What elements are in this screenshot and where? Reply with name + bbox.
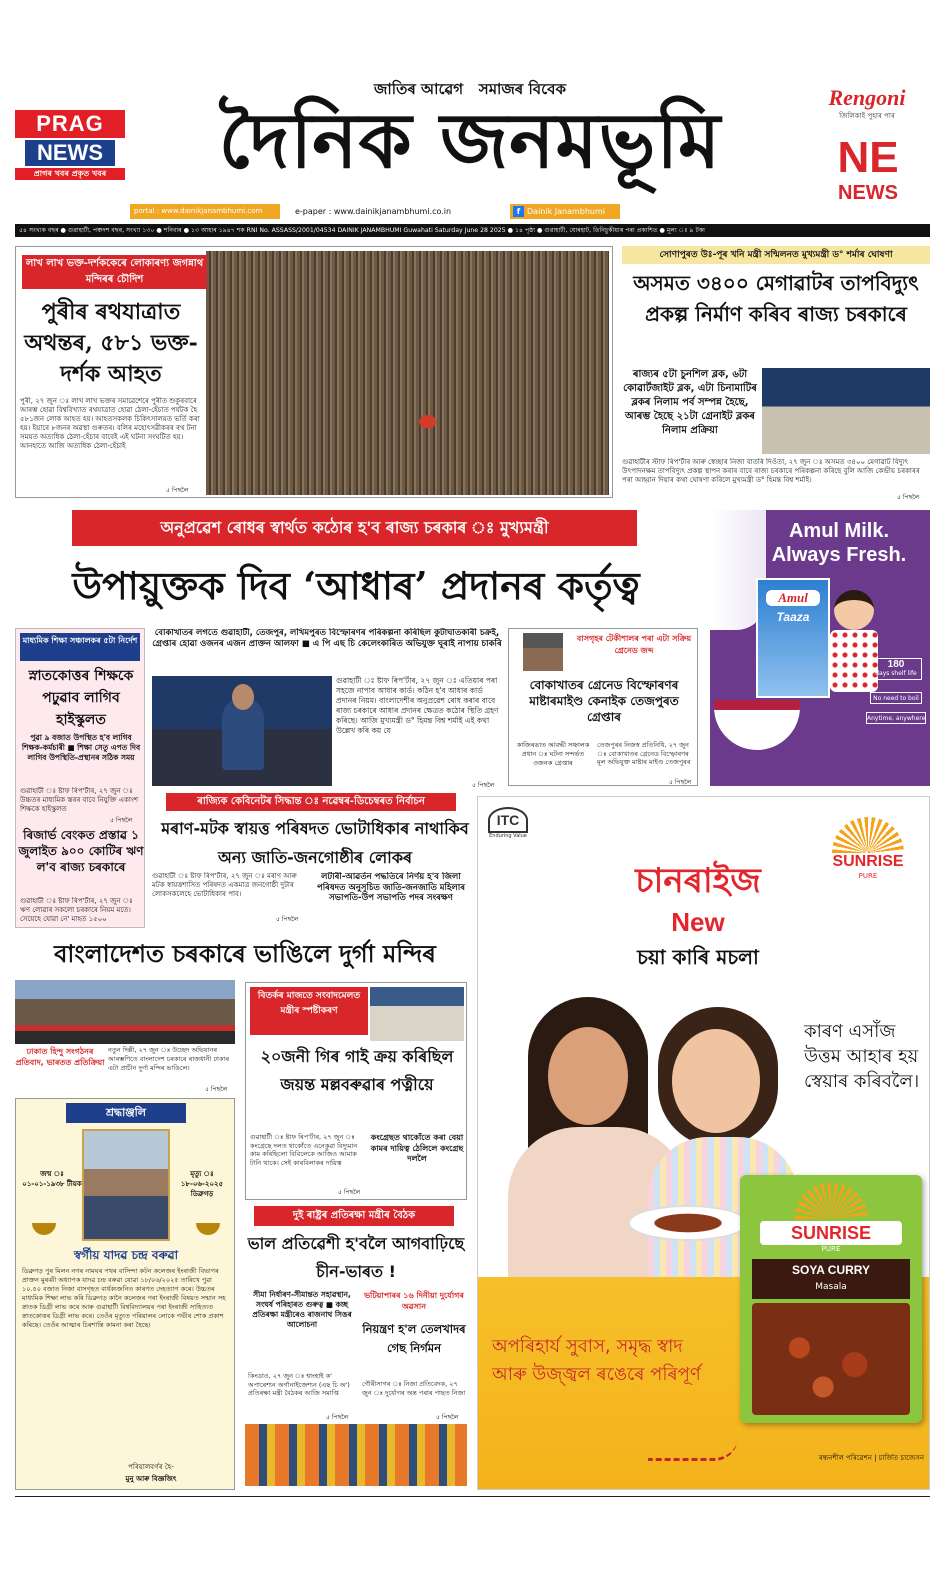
cm-press-photo [152,676,332,786]
prag-tagline: প্ৰাগৰ খবৰ প্ৰকৃত খবৰ [15,168,125,180]
cabinet-more[interactable]: ৫ পিছলৈ [276,916,299,923]
left-body: গুৱাহাটী ঃ ষ্টাফ ৰিপ'ৰ্টাৰ, ২৭ জুন ঃ উচ্চতৰ মাধ্যমিক স্তৰৰ বাবে নিযুক্তি একাংশ শিক্ষকে হাইস্কুলত [20,787,139,813]
obit-death-label: মৃত্যু ঃ [190,1170,214,1178]
page-bottom-rule [15,1496,930,1497]
news-brand: NEWS [25,140,115,166]
obit-death-date: ১৮-০৬-২০২৫ ডিব্ৰুগড় [180,1180,224,1198]
masthead [0,0,945,240]
puri-headline: পুৰীৰ ৰথযাত্ৰাত অথন্তৰ, ৫৮১ ভক্ত-দৰ্শক আহত [24,299,198,387]
ne-news-brand: NEWS [838,182,898,204]
flood-headline: নিয়ন্ত্ৰণ হ'ল তেলখাদৰ গেছ নিৰ্গমন [362,1322,466,1355]
puri-more[interactable]: ৫ পিছলৈ [166,487,189,494]
power-headline: অসমত ৩৪০০ মেগাৱাটৰ তাপবিদ্যুৎ প্ৰকল্প নিৰ্মাণ কৰিব ৰাজ্য চৰকাৰে [633,271,919,326]
bangladesh-headline: বাংলাদেশত চৰকাৰে ভাঙিলে দুৰ্গা মন্দিৰ [54,940,436,968]
bangladesh-body: নতুন দিল্লী, ২৭ জুন ঃ উচ্ছেদ অভিযানৰ আৰম্ভণিতে বাংলাদেশ চৰকাৰে ৰাজধানী ঢাকাৰ এটা প্ৰাচীন দুৰ্গা মন্দিৰ ভাঙিলে। [108,1046,229,1072]
amul-badge-1-label: days shelf life [875,670,917,677]
minister-headline: ২০জনী গিৰ গাই ক্ৰয় কৰিছিল জয়ন্ত মল্লবৰুৱাৰ পত্নীয়ে [260,1047,454,1094]
pack-sun-icon [794,1183,868,1219]
flood-kicker: ভটিয়াপাৰৰ ১৬ দিনীয়া দুৰ্যোগৰ অৱসান [364,1291,464,1311]
amul-pack [756,578,830,698]
portal-link[interactable]: portal : www.dainikjanambhumi.com [130,204,280,219]
minister-body: গুৱাহাটী ঃ ষ্টাফ ৰিপ'ৰ্টাৰ, ২৭ জুন ঃ কংগ্ৰেছে দলত থাকোঁতে এনেকুৱা বিদ্যুমান কাম কৰিছিলো বিবিলেকে আজিও আমাক টানি থাকে। সেই কাৰবিলাকৰ দায়িত্ব [250,1133,358,1167]
puri-kicker: লাখ লাখ ভক্ত-দৰ্শককেৰে লোকাৰণ্য জগন্নাথ মন্দিৰৰ চৌদিশ [22,255,207,289]
sunrise-footer: ৰন্ধনশীল পৰিৱেশন | চাৰ্জিত চাজেসন [818,1454,924,1462]
story-minister [245,982,467,1200]
power-body: গুৱাহাটীৰ স্টাফ ৰিপ'ৰ্টাৰ আৰু স্বেচ্ছাৰ নিজা বাতৰি দিওঁতা, ২৭ জুন ঃ অসমত ৩৪০০ মেগাৱাট বিদ্যুৎ উৎপাদনক্ষম তাপবিদ্যুৎ প্ৰকল্প স্থাপন কৰাৰ বাবে ৰাজ্য চৰকাৰে পৰিকল্পনা কৰিছে বুলি আজি কেন্দ্ৰীয় চৰকাৰৰ পৰা আহ্বান দিয়াৰ কথা ঘোষণা কৰিলে মুখ্যমন্ত্ৰী ড° হিমন্ত বিশ্ব শৰ্মাই। [622,458,920,484]
pack-food-image [752,1303,910,1415]
lead-more[interactable]: ৫ পিছলৈ [472,782,495,789]
sunrise-new: New [671,907,725,937]
amul-badge-2: No need to boil [870,692,922,704]
web-strip [130,204,930,219]
facebook-link[interactable] [510,204,620,219]
pack-title: SOYA CURRY [791,1263,871,1277]
obit-birth-label: জন্ম ঃ [40,1170,64,1178]
obit-sign-1: পৰিয়ালবৰ্গৰ হৈ- [128,1463,174,1471]
puri-body: পুৰী, ২৭ জুন ঃ লাখ লাখ ভক্তৰ সমাৱেশেৰে পুৰীত শুকুৰবাৰে আৰম্ভ হোৱা বিশ্ববিখ্যাত ৰথযাত্ৰাত হোৱা ঠেলা-হেঁচাত পৰ্যটক হৈ ৫৮১জন লোক আহত হয়। আহতসকলক চিকিৎসালয়ত ভৰ্তি কৰা হয়। ইয়াৰে ৮জনৰ অৱস্থা গুৰুতৰ। বলিৰ মহোৎসৱীকৰৰ ৰথ টনা সময়ত অত্যধিক ঠেলা-হেঁচাৰ বাবেই এই ঘটনা সংঘটিত হয়। আনহাতে আজি অত্যধিক ঠেলা-হেঁচাই [20,397,200,450]
facebook-icon: f [513,206,524,217]
minister-kicker: বিতৰ্কৰ মাজতে সংবাদমেলত মন্ত্ৰীৰ স্পষ্টীকৰণ [250,987,368,1035]
amul-pack-name: Taaza [776,610,810,624]
itc-logo [488,807,528,847]
power-kicker: সোণাপুৰত উঃ-পূৰ খনি মন্ত্ৰী সন্মিলনত মুখ্যমন্ত্ৰী ড° শৰ্মাৰ ঘোষণা [622,246,930,264]
grenade-caption: কাজিৰঙাত আবদ্ধী সঞ্চালক প্ৰধান ঃ ঘটনা সন্দৰ্ভত ওজনক গ্ৰেপ্তাৰ [516,741,590,767]
grenade-kicker: বাসগৃহৰ টেকীশালৰ পৰা এটা সক্ৰিয় গ্ৰেনেড জব্দ [575,633,693,671]
grenade-headline: বোকাখাতৰ গ্ৰেনেড বিস্ফোৰণৰ মাষ্টাৰমাইণ্ড কেনাইক তেজপুৰত গ্ৰেপ্তাৰ [529,678,679,724]
dhaka-protest-photo [15,980,235,1044]
story-power [622,246,930,501]
sunrise-product: চয়া কাৰি মচলা [637,945,759,969]
left-body-2: গুৱাহাটী ঃ ষ্টাফ ৰিপ'ৰ্টাৰ, ২৭ জুন ঃ ঋণ লোৱাৰ সকলো চৰকাৰে নিয়ম মতে। সেয়েহে যোৱা নে' মাহত ১৫০০ [20,897,133,923]
puri-rathyatra-photo [206,251,609,495]
facebook-label: Dainik Janambhumi [527,207,606,216]
itc-mark-icon: ITC [488,807,528,833]
rescue-workers-photo [245,1424,467,1486]
ne-news-logo[interactable] [822,134,914,208]
amul-line-1: Amul Milk. [788,520,889,542]
china-more[interactable]: ৫ পিছলৈ [326,1414,349,1421]
amul-badge-1 [870,658,922,680]
cabinet-kicker: ৰাজ্যিক কেবিনেটৰ সিদ্ধান্ত ঃ নৱেম্বৰ-ডিচেম্বৰত নিৰ্বাচন [166,793,456,811]
sun-rays-icon [832,817,904,853]
left-more[interactable]: ৫ পিছলৈ [110,817,133,824]
power-sub: ৰাজ্যৰ ৫টা চুনশিল ব্লক, ৬টা কোৱাৰ্টজাইট ব্লক, এটা চিনামাটিৰ ব্লকৰ নিলাম পৰ্ব সম্পন্ন হৈছে, আৰম্ভ হৈছে ২১টা গ্ৰেনাইট ব্লকৰ নিলাম প্ৰক্ৰিয়া [623,369,757,436]
itc-tag: Enduring Value [489,833,527,839]
amul-line-2: Always Fresh. [771,544,907,566]
sunrise-brand-top: SUNRISE [832,853,904,870]
left-headline: স্নাতকোত্তৰ শিক্ষকে পঢ়ুৱাব লাগিব হাইস্কুলত [28,668,134,728]
ne-brand: NE [837,133,899,182]
masthead-slogan: জাতিৰ আৱেগ সমাজৰ বিবেক [374,80,566,98]
amul-pack-brand: Amul [766,590,820,606]
left-kicker: মাধ্যমিক শিক্ষা সঞ্চালকৰ ৫টা নিৰ্দেশ [20,633,140,661]
lead-headline: উপায়ুক্তক দিব ‘আধাৰ’ প্ৰদানৰ কৰ্তৃত্ব [72,563,640,608]
sunrise-pack [740,1175,922,1423]
bangladesh-caption: ঢাকাত হিন্দু সংগঠনৰ প্ৰতিবাদ, ভাৰতত প্ৰতিক্ৰিয়া [15,1047,105,1067]
obit-portrait [82,1129,170,1241]
berry-bowl [714,700,800,750]
cm-face [232,684,254,710]
left-column [15,628,145,928]
power-event-photo [762,368,930,454]
obit-title: শ্ৰদ্ধাঞ্জলি [66,1103,186,1123]
curry-plate [628,1205,748,1241]
amul-ad[interactable] [710,510,930,786]
minister-more[interactable]: ৫ পিছলৈ [338,1189,361,1196]
pack-brand-sub: PURE [821,1245,841,1253]
obit-name: স্বৰ্গীয় যাদৱ চন্দ্ৰ বৰুৱা [73,1248,179,1262]
minister-photo [370,987,464,1041]
sunrise-tagline: অপৰিহাৰ্য সুবাস, সমৃদ্ধ স্বাদ আৰু উজ্জ্বল ৰঙেৰে পৰিপূৰ্ণ [492,1336,701,1385]
cabinet-body: গুৱাহাটী ঃ ষ্টাফ ৰিপ'ৰ্টাৰ, ২৭ জুন ঃ মৰাণ আৰু মটক স্বায়ত্তশাসিত পৰিষদত একমাত্ৰ জনগোষ্ঠী দুটাৰ লোকসকলেহে ভোটাধিকাৰ পাব। [152,872,297,898]
china-headline: ভাল প্ৰতিৱেশী হ'বলৈ আগবাঢ়িছে চীন-ভাৰত ! [247,1234,465,1281]
obit-birth-date: ০১-০১-১৯৩৮ টীয়ক [22,1180,82,1188]
newspaper-title: দৈনিক জনমভূমি [218,96,722,185]
power-more[interactable]: ৫ পিছলৈ [897,494,920,501]
obit-death [172,1169,232,1209]
left-sub: পুৱা ৯ বজাত উপস্থিত হ'ব লাগিব শিক্ষক-কৰ্মচাৰী ■ শিক্ষা সেতু এপত দিব লাগিব উপস্থিতি-প্ৰস্থানৰ সঠিক সময় [21,733,141,762]
lamp-right-icon [196,1223,220,1235]
china-kicker: দুই ৰাষ্ট্ৰৰ প্ৰতিৰক্ষা মন্ত্ৰীৰ বৈঠক [254,1206,454,1226]
left-headline-2: ৰিজাৰ্ভ বেংকত প্ৰস্তাৱ ১ জুলাইত ৯০০ কোটিৰ ঋণ ল'ব ৰাজ্য চৰকাৰে [18,828,144,874]
obituary [15,1098,235,1490]
sunrise-title-as: চানৰাইজ [635,861,761,901]
lead-body: গুৱাহাটী ঃ ষ্টাফ ৰিপ'ৰ্টাৰ, ২৭ জুন ঃ এতিয়াৰ পৰা সহজে নাপাব আধাৰ কাৰ্ড। কঠিন হ'ব আধাৰ কাৰ্ড প্ৰদানৰ নিয়ম। বাংলাদেশীৰ অনুপ্ৰৱেশ ৰোধ কৰাৰ বাবে ৰাজ্য চৰকাৰে আধাৰ প্ৰদানৰ ক্ষেত্ৰত কঠোৰ স্থিতি গ্ৰহণ কৰিছে। আজি মুখ্যমন্ত্ৰী ড° হিমন্ত বিশ্ব শৰ্মাই এই কথা উল্লেখ কৰি কয় যে [336,676,499,735]
sunrise-ad[interactable] [477,796,930,1490]
dateline: ৫৪ সংখ্যক বছৰ ● গুৱাহাটী, পঞ্চদশ বছৰ, সংখ্যা ১৩০ ● শনিবাৰ ● ১৩ আহাৰ ১৯৪৭ শক RNI No. ASSASS/2001/04534 DAINIK JANAMBHUMI Guwahati Saturday June 28 2025 ● ১৪ পৃষ্ঠা ● গুৱাহাটী, যোৰহাট, তিনিচুকীয়াৰ পৰা প্ৰকাশিত ● মূল্য ঃ ৯ টকা [15,224,930,237]
rengoni-brand: Rengoni [828,85,906,110]
rengoni-logo[interactable] [808,86,926,126]
grenade-more[interactable]: ৫ পিছলৈ [669,779,692,786]
sunrise-arrow-icon [648,1437,738,1461]
sunrise-sub-top: PURE [858,872,878,880]
cabinet-side: লটাৰী-আৱৰ্তন পদ্ধতিৰে নিৰ্ণয় হ'ব জিলা পৰিষদত অনুসূচিত জাতি-জনজাতি মহিলাৰ সভাপতি-উপ সভাপতি পদৰ সংৰক্ষণ [316,872,465,903]
pack-title-panel [752,1259,910,1299]
flood-body: গৌৰীসাগৰ ঃ নিজা প্ৰতিবেদক, ২৭ জুন ঃ দুৰ্যোগৰ অন্ত পৰাৰ পাছত নিজা [362,1380,466,1397]
pack-subtitle: Masala [815,1282,847,1292]
prag-news-logo[interactable] [15,110,125,182]
obit-birth [22,1169,82,1209]
rengoni-tagline: জিলিকাই পুহাৰ পাৰ [839,112,895,120]
grenade-body: তেজপুৰৰ নিজস্ব প্ৰতিনিধি, ২৭ জুন ঃ বোকাখাতৰ গ্ৰেনেড বিস্ফোৰণৰ মূল অভিযুক্ত মাষ্টাৰ মাইণ্ড তেজপুৰৰ [597,741,691,766]
bangladesh-more[interactable]: ৫ পিছলৈ [205,1086,228,1093]
accused-photo [523,633,563,671]
obit-sign-2: মুনু আৰু বিজ্ঞজিৎ [125,1475,177,1483]
cabinet-headline: মৰাণ-মটক স্বায়ত্ত পৰিষদত ভোটাধিকাৰ নাথাকিব অন্য জাতি-জনগোষ্ঠীৰ লোকৰ [161,819,469,867]
sunrise-logo-top [818,817,918,887]
minister-side: কংগ্ৰেছত থাকোঁতে কৰা বেয়া কামৰ দায়িত্ব ঠেলিলে কংগ্ৰেছ দললৈ [370,1133,464,1163]
story-puri [15,246,613,498]
obit-body: ডিব্ৰুগড় পুৰ মিলন নগৰ নামঘৰ পথৰ বাসিন্দা কটন কলেজৰ ইংৰাজী বিভাগৰ প্ৰাক্তন মুৰব্বী অধ্যাপক যাদৱ চন্দ্ৰ বৰুৱা যোৱা ১৮/০৬/২০২৫ তাৰিখে পুৱা ১০.৫০ বজাত নিজা বাসগৃহত বাৰ্ধক্যজনিত কাৰণত দেহত্যাগ কৰে। উচ্চতৰ মাধ্যমিক শিক্ষা লাভ কৰি ডিব্ৰুগড় কানৈ কলেজৰ পৰা ইংৰাজী বিষয়ত সন্মান সহ স্নাতক ডিগ্ৰী লাভ কৰে আৰু গুৱাহাটী বিশ্ববিদ্যালয়ৰ পৰা ইংৰাজী সাহিত্যত স্নাতকোত্তৰ ডিগ্ৰী লাভ কৰে। তেওঁৰ মৃত্যুত পৰিয়ালৰ লোকে গভীৰ শোক প্ৰকাশ কৰিছে। তেওঁৰ আত্মাৰ চিৰশান্তি কামনা কৰা হৈছে। [22,1267,226,1329]
story-grenade [508,628,698,786]
pack-brand: SUNRISE [760,1221,902,1245]
sunrise-reason: কাৰণ এসাঁজ উত্তম আহাৰ হয় স্বেয়াৰ কৰিবলৈ। [804,1021,920,1092]
flood-more[interactable]: ৫ পিছলৈ [436,1414,459,1421]
epaper-link[interactable]: e-paper : www.dainikjanambhumi.co.in [295,207,452,216]
daughter-face [672,1029,760,1133]
mother-face [548,1027,628,1125]
lamp-left-icon [32,1223,56,1235]
china-body: কিংডাও, ২৭ জুন ঃ শ্বাংহাই ক' অপাৰেশ্যন অৰ্গানাইজেশ্যন (এছ চি অ') প্ৰতিৰক্ষা মন্ত্ৰী বৈঠকৰ আজি সমাপ্তি [248,1372,350,1397]
amul-girl-head [834,590,874,630]
china-sub: সীমা নিৰ্ধাৰণ-সীমান্তত সহাৱস্থান, সংঘৰ্ষ পৰিহাৰত গুৰুত্ব ■ কচ্ছ প্ৰতিৰক্ষা মন্ত্ৰীৰেও ৰাজনাথ সিঙৰ আলোচনা [252,1290,352,1329]
prag-brand: PRAG [15,110,125,138]
amul-badge-3: Anytime, anywhere [866,712,926,724]
lead-intro: বোকাখাতৰ লগতে গুৱাহাটী, তেজপুৰ, লখিমপুৰত বিস্ফোৰণৰ পৰিকল্পনা কৰিছিল কুটাঘাতকাৰী চক্ৰই, গ্ৰেপ্তাৰ হোৱা ওজনৰ এজন প্ৰাক্তন আলফা ■ এ পি এছ চি কেলেংকাৰিত অভিযুক্ত ঘূৰাই নাপায় চাকৰি [152,628,502,649]
lead-kicker: অনুপ্ৰৱেশ ৰোধৰ স্বাৰ্থত কঠোৰ হ'ব ৰাজ্য চৰকাৰ ঃ মুখ্যমন্ত্ৰী [72,510,637,546]
amul-badge-1-value: 180 [887,659,905,670]
